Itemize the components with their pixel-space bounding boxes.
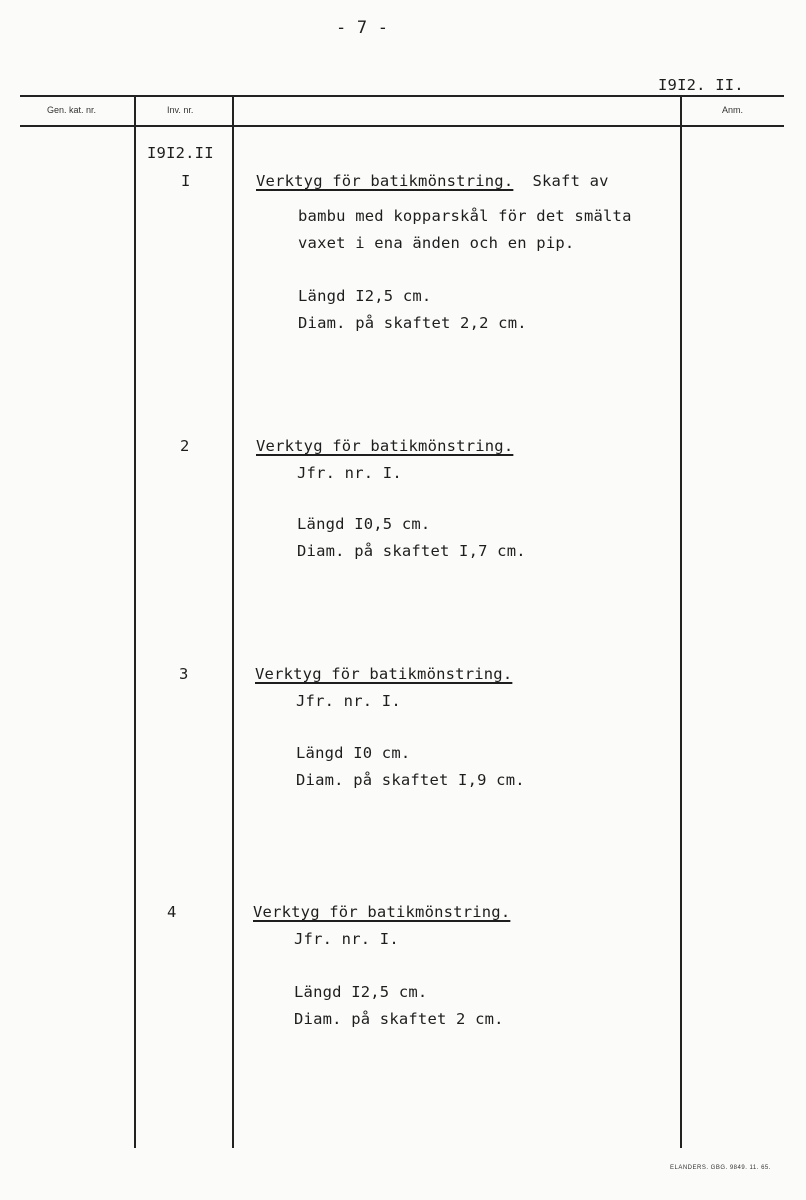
entry-1-title-rest: Skaft av [532,172,609,190]
group-inventory-number: I9I2.II [147,144,214,162]
entry-2-number: 2 [180,437,190,455]
entry-2-title: Verktyg för batikmönstring. [256,437,514,455]
entry-3-title: Verktyg för batikmönstring. [255,665,513,683]
printer-imprint: ELANDERS. GBG. 9849. 11. 65. [670,1165,771,1171]
catalog-reference: I9I2. II. [658,76,744,94]
entry-1-length: Längd I2,5 cm. [298,287,432,305]
column-header-inv: Inv. nr. [167,105,194,115]
entry-1-description-line-1: bambu med kopparskål för det smälta [298,207,632,225]
page-number: - 7 - [336,18,389,38]
entry-4-title: Verktyg för batikmönstring. [253,903,511,921]
entry-3-reference: Jfr. nr. I. [296,692,401,710]
column-divider-2 [232,95,234,1148]
entry-1-title-line [256,172,609,190]
entry-4-reference: Jfr. nr. I. [294,930,399,948]
entry-3-length: Längd I0 cm. [296,744,411,762]
entry-2-diameter: Diam. på skaftet I,7 cm. [297,542,526,560]
entry-1-description-line-2: vaxet i ena änden och en pip. [298,234,575,252]
entry-1-title: Verktyg för batikmönstring. [256,172,514,190]
entry-4-length: Längd I2,5 cm. [294,983,428,1001]
entry-2-length: Längd I0,5 cm. [297,515,431,533]
column-header-gen-kat: Gen. kat. nr. [47,105,97,115]
column-header-anm: Anm. [722,105,744,115]
entry-1-diameter: Diam. på skaftet 2,2 cm. [298,314,527,332]
entry-2-reference: Jfr. nr. I. [297,464,402,482]
entry-4-number: 4 [167,903,177,921]
entry-3-number: 3 [179,665,189,683]
entry-3-diameter: Diam. på skaftet I,9 cm. [296,771,525,789]
entry-1-number: I [181,172,191,190]
column-divider-3 [680,95,682,1148]
column-divider-1 [134,95,136,1148]
entry-4-diameter: Diam. på skaftet 2 cm. [294,1010,504,1028]
